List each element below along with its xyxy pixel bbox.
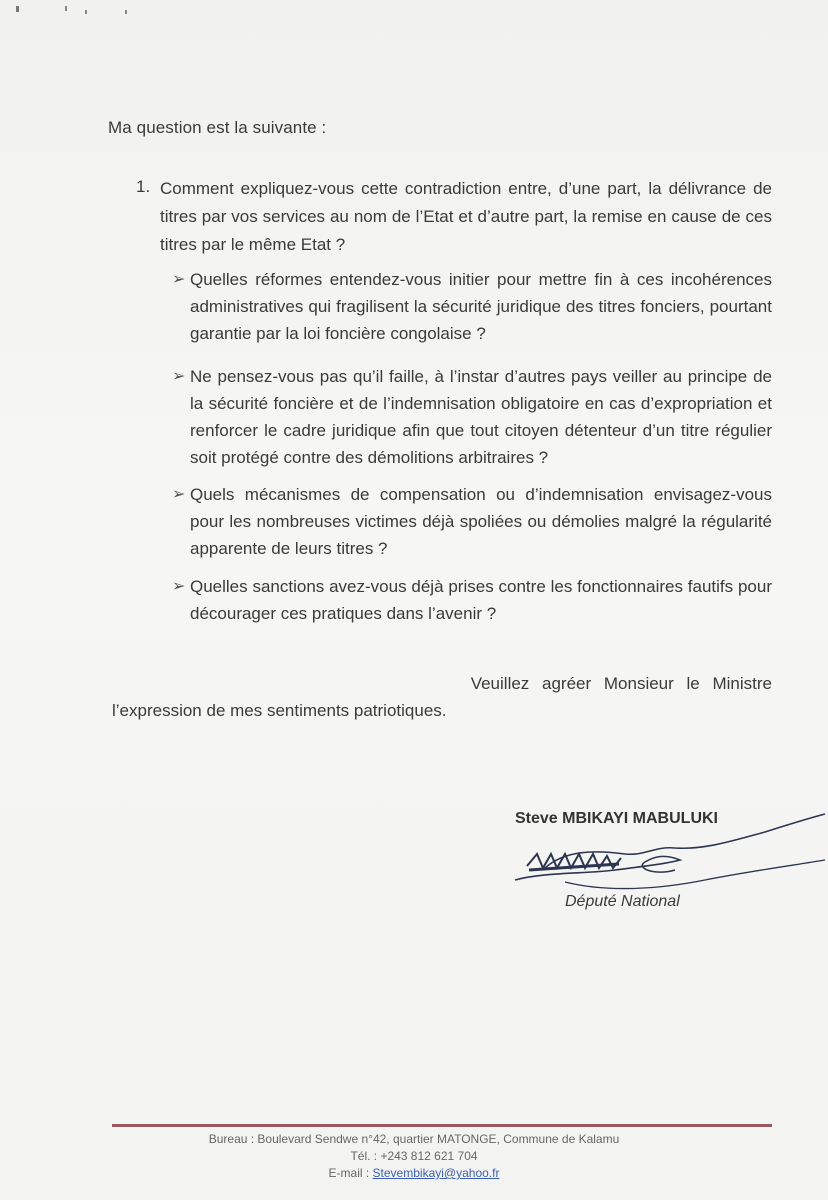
sub-question-4	[172, 573, 772, 627]
intro-text: Ma question est la suivante :	[108, 118, 327, 137]
closing-line-2: l’expression de mes sentiments patriotiques.	[112, 701, 447, 720]
sub-question-text: Quelles sanctions avez-vous déjà prises contre les fonctionnaires fautifs pour décourager ces pratiques dans l’avenir ?	[190, 577, 772, 623]
main-question: Comment expliquez-vous cette contradiction entre, d’une part, la délivrance de titres par vos services au nom de l’Etat et d’autre part, la remise en cause de ces titres par le même Etat ?	[160, 179, 772, 254]
footer-email-label: E-mail :	[328, 1166, 373, 1180]
sub-question-2	[172, 363, 772, 471]
footer-email-line	[0, 1165, 828, 1182]
closing-formula	[112, 670, 772, 724]
sub-question-text: Ne pensez-vous pas qu’il faille, à l’instar d’autres pays veiller au principe de la sécurité foncière et de l’indemnisation obligatoire en cas d’expropriation et renforcer le cadre juridique afin que tout citoyen détenteur d’un titre régulier soit protégé contre des démolitions arbitraires ?	[190, 367, 772, 467]
sub-question-1	[172, 266, 772, 347]
question-number: 1.	[136, 177, 151, 196]
closing-line-1: Veuillez agréer Monsieur le Ministre	[470, 674, 772, 693]
signer-title: Député National	[565, 893, 680, 910]
arrow-bullet-icon: ➢	[172, 271, 186, 288]
footer-email-link[interactable]: Stevembikayi@yahoo.fr	[372, 1166, 500, 1180]
footer-divider	[112, 1124, 772, 1127]
sub-question-text: Quelles réformes entendez-vous initier pour mettre fin à ces incohérences administratives qui fragilisent la sécurité juridique des titres fonciers, pourtant garantie par la loi foncière congolaise ?	[190, 270, 772, 343]
scan-specks	[0, 0, 828, 30]
handwritten-signature	[505, 810, 828, 900]
sub-question-text: Quels mécanismes de compensation ou d’indemnisation envisagez-vous pour les nombreuses victimes déjà spoliées ou démolies malgré la régularité apparente de leurs titres ?	[190, 485, 772, 558]
arrow-bullet-icon: ➢	[172, 486, 186, 503]
letterhead-footer	[0, 1131, 828, 1182]
signer-name: Steve MBIKAYI MABULUKI	[515, 810, 718, 827]
footer-phone: Tél. : +243 812 621 704	[350, 1149, 478, 1163]
footer-address: Bureau : Boulevard Sendwe n°42, quartier MATONGE, Commune de Kalamu	[208, 1132, 620, 1146]
arrow-bullet-icon: ➢	[172, 368, 186, 385]
sub-question-3	[172, 481, 772, 562]
arrow-bullet-icon: ➢	[172, 578, 186, 595]
